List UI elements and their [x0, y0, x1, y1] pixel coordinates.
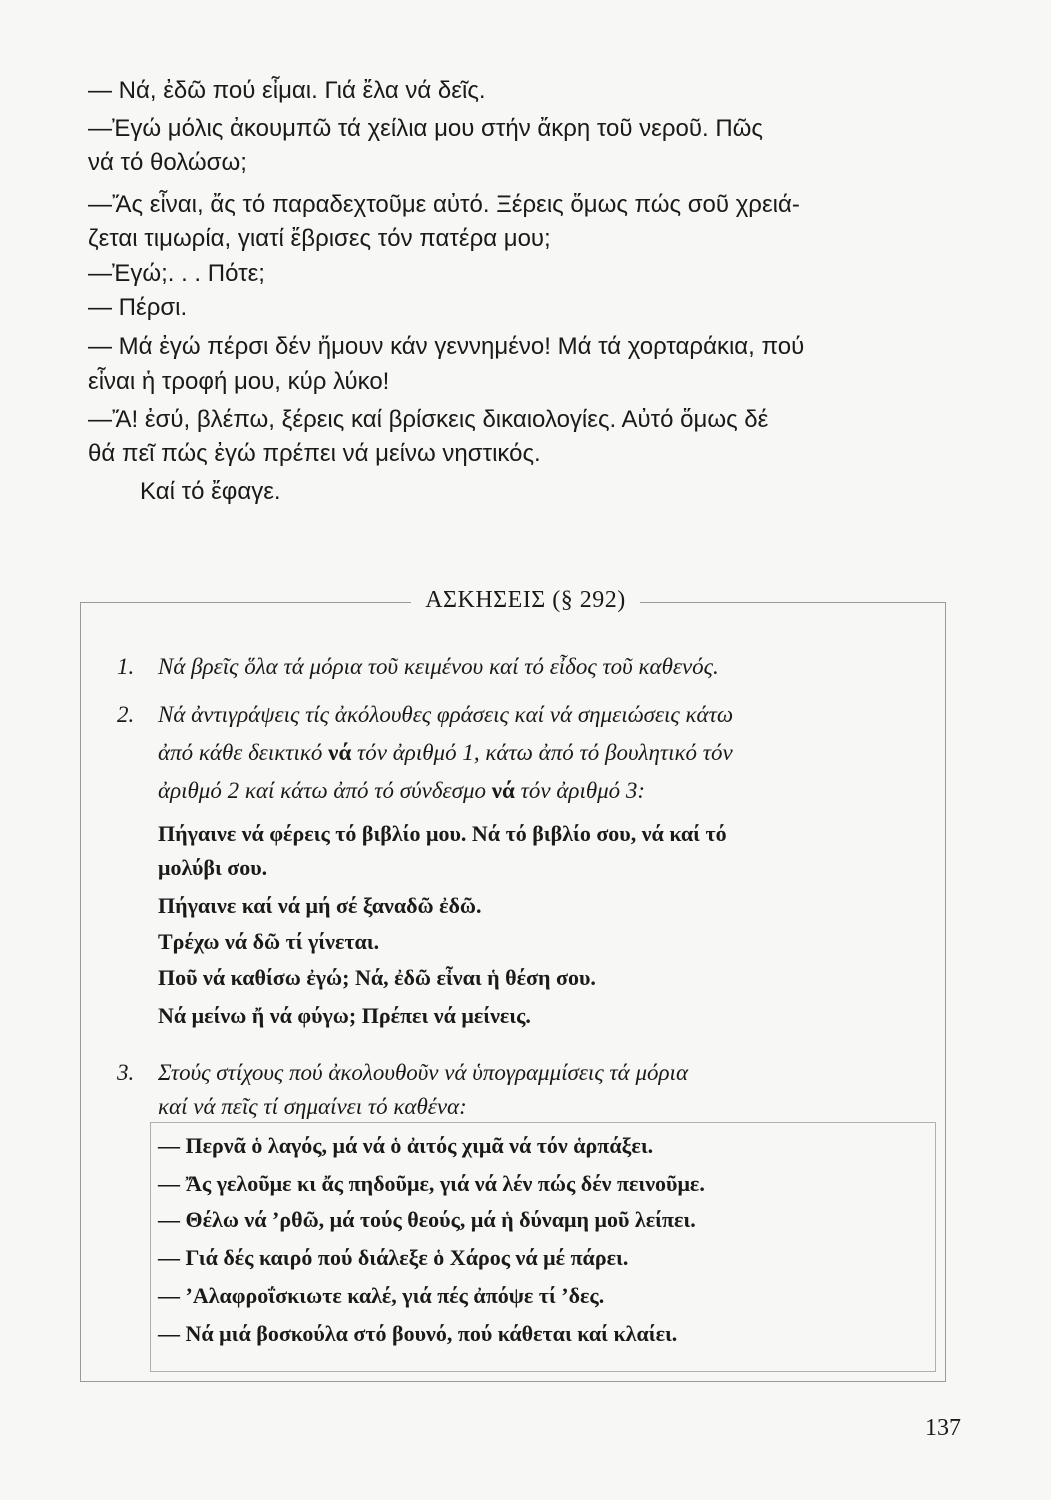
- story-line: Καί τό ἔφαγε.: [140, 478, 281, 505]
- story-line: —Ἐγώ;. . . Πότε;: [88, 260, 265, 287]
- story-line: εἶναι ἡ τροφή μου, κύρ λύκο!: [88, 368, 390, 395]
- exercises-heading: ΑΣΚΗΣΕΙΣ (§ 292): [0, 587, 1051, 614]
- verse-line: — Νά μιά βοσκούλα στό βουνό, πού κάθεται καί κλαίει.: [158, 1321, 678, 1346]
- exercise-sentence: Τρέχω νά δῶ τί γίνεται.: [158, 929, 380, 954]
- story-line: — Μά ἐγώ πέρσι δέν ἤμουν κάν γεννημένο! Μά τά χορταράκια, πού: [88, 333, 805, 360]
- exercise-number: 1.: [117, 654, 135, 679]
- story-line: θά πεῖ πώς ἐγώ πρέπει νά μείνω νηστικός.: [88, 440, 541, 467]
- story-line: — Πέρσι.: [88, 294, 188, 321]
- exercise-sentence: Ποῦ νά καθίσω ἐγώ; Νά, ἐδῶ εἶναι ἡ θέση σου.: [158, 965, 596, 990]
- story-line: — Νά, ἐδῶ πού εἶμαι. Γιά ἔλα νά δεῖς.: [88, 77, 486, 104]
- verse-line: — Γιά δές καιρό πού διάλεξε ὁ Χάρος νά μέ πάρει.: [158, 1245, 629, 1270]
- verse-line: — Περνᾶ ὁ λαγός, μά νά ὁ ἀιτός χιμᾶ νά τόν ἁρπάξει.: [158, 1133, 654, 1158]
- exercise-instruction: Νά βρεῖς ὅλα τά μόρια τοῦ κειμένου καί τό εἶδος τοῦ καθενός.: [158, 654, 719, 679]
- exercise-sentence: Πήγαινε καί νά μή σέ ξαναδῶ ἐδῶ.: [158, 893, 482, 918]
- exercise-number: 3.: [117, 1060, 135, 1085]
- exercise-number: 2.: [117, 702, 135, 727]
- exercise-instruction: καί νά πεῖς τί σημαίνει τό καθένα:: [158, 1094, 467, 1119]
- exercise-sentence: Πήγαινε νά φέρεις τό βιβλίο μου. Νά τό βιβλίο σου, νά καί τό: [158, 821, 727, 846]
- story-line: —Ἄ! ἐσύ, βλέπω, ξέρεις καί βρίσκεις δικαιολογίες. Αὐτό ὅμως δέ: [88, 406, 769, 433]
- verse-line: — ’Αλαφροΐσκιωτε καλέ, γιά πές ἀπόψε τί ’δες.: [158, 1283, 605, 1308]
- page-number: 137: [925, 1415, 961, 1441]
- exercise-instruction: ἀπό κάθε δεικτικό νά τόν ἀριθμό 1, κάτω ἀπό τό βουλητικό τόν: [158, 740, 733, 765]
- exercise-sentence: Νά μείνω ἤ νά φύγω; Πρέπει νά μείνεις.: [158, 1003, 531, 1028]
- exercise-instruction: Νά ἀντιγράψεις τίς ἀκόλουθες φράσεις καί νά σημειώσεις κάτω: [158, 702, 734, 727]
- story-line: —Ἐγώ μόλις ἀκουμπῶ τά χείλια μου στήν ἄκρη τοῦ νεροῦ. Πῶς: [88, 115, 763, 142]
- story-line: ζεται τιμωρία, γιατί ἔβρισες τόν πατέρα μου;: [88, 225, 551, 252]
- story-line: νά τό θολώσω;: [88, 149, 247, 176]
- verse-line: — Ἄς γελοῦμε κι ἄς πηδοῦμε, γιά νά λέν πώς δέν πεινοῦμε.: [158, 1171, 705, 1196]
- exercise-instruction: ἀριθμό 2 καί κάτω ἀπό τό σύνδεσμο νά τόν ἀριθμό 3:: [158, 778, 646, 803]
- exercise-instruction: Στούς στίχους πού ἀκολουθοῦν νά ὑπογραμμίσεις τά μόρια: [158, 1060, 689, 1085]
- story-line: —Ἄς εἶναι, ἄς τό παραδεχτοῦμε αὐτό. Ξέρεις ὅμως πώς σοῦ χρειά-: [88, 191, 800, 218]
- exercise-sentence: μολύβι σου.: [158, 855, 268, 880]
- verse-line: — Θέλω νά ’ρθῶ, μά τούς θεούς, μά ἡ δύναμη μοῦ λείπει.: [158, 1207, 696, 1232]
